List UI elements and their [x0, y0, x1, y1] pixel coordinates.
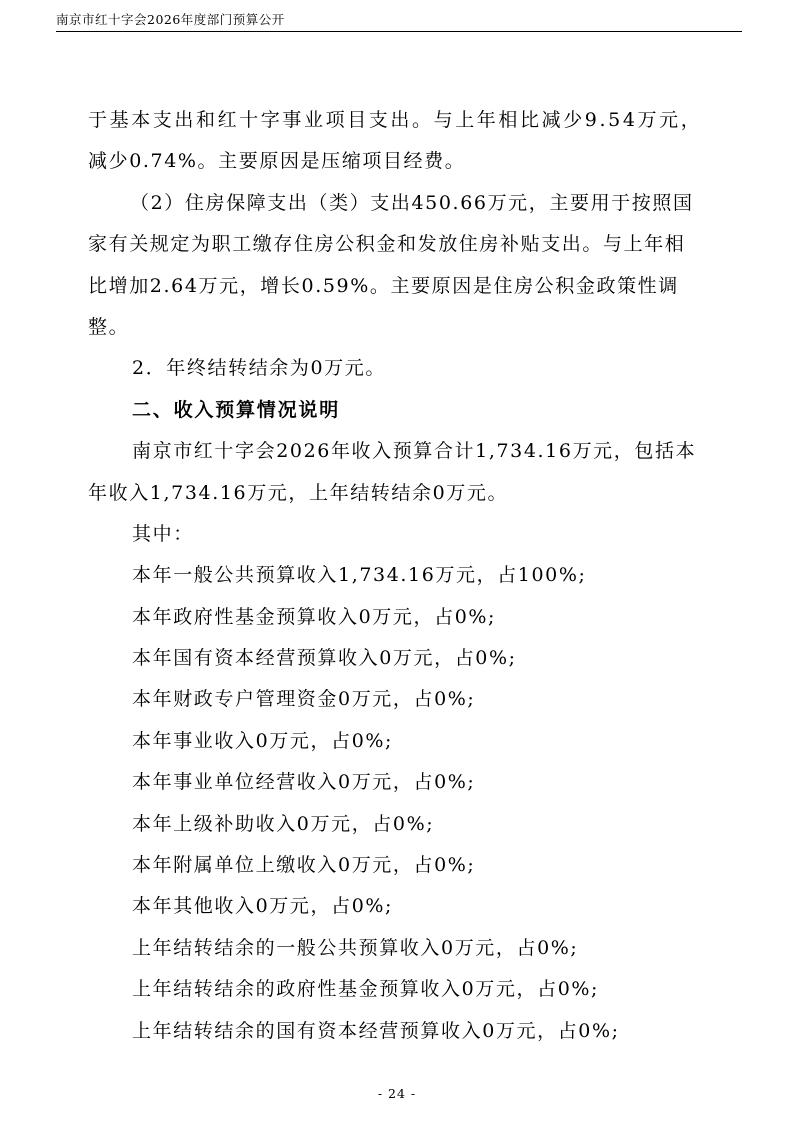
page-number: - 24 -	[377, 1086, 417, 1101]
section-heading: 二、收入预算情况说明	[132, 398, 341, 421]
body-line: 年收入1,734.16万元，上年结转结余0万元。	[88, 481, 509, 504]
body-line: 2．年终结转结余为0万元。	[132, 357, 386, 380]
body-line: （2）住房保障支出（类）支出450.66万元，主要用于按照国	[130, 191, 694, 214]
income-item: 本年事业收入0万元，占0%;	[132, 729, 394, 752]
income-item: 上年结转结余的一般公共预算收入0万元，占0%;	[132, 936, 579, 959]
body-line: 比增加2.64万元，增长0.59%。主要原因是住房公积金政策性调	[88, 274, 679, 297]
body-line: 减少0.74%。主要原因是压缩项目经费。	[88, 150, 466, 173]
income-item: 上年结转结余的政府性基金预算收入0万元，占0%;	[132, 978, 600, 1001]
income-item: 本年附属单位上缴收入0万元，占0%;	[132, 854, 476, 877]
body-line: 其中：	[132, 522, 194, 545]
income-item: 本年事业单位经营收入0万元，占0%;	[132, 771, 476, 794]
running-header: 南京市红十字会2026年度部门预算公开	[56, 12, 285, 27]
income-item: 本年政府性基金预算收入0万元，占0%;	[132, 605, 497, 628]
income-item: 本年上级补助收入0万元，占0%;	[132, 812, 435, 835]
header-rule	[56, 31, 742, 32]
body-line: 南京市红十字会2026年收入预算合计1,734.16万元，包括本	[132, 440, 697, 463]
income-item: 本年其他收入0万元，占0%;	[132, 895, 394, 918]
income-item: 本年国有资本经营预算收入0万元，占0%;	[132, 647, 517, 670]
body-line: 于基本支出和红十字事业项目支出。与上年相比减少9.54万元，	[88, 109, 703, 131]
document-body	[88, 100, 716, 1052]
body-line: 整。	[88, 315, 130, 338]
income-item: 本年财政专户管理资金0万元，占0%;	[132, 688, 476, 711]
income-item: 上年结转结余的国有资本经营预算收入0万元，占0%;	[132, 1019, 620, 1042]
income-item: 本年一般公共预算收入1,734.16万元，占100%;	[132, 564, 587, 587]
body-line: 家有关规定为职工缴存住房公积金和发放住房补贴支出。与上年相	[88, 233, 686, 256]
